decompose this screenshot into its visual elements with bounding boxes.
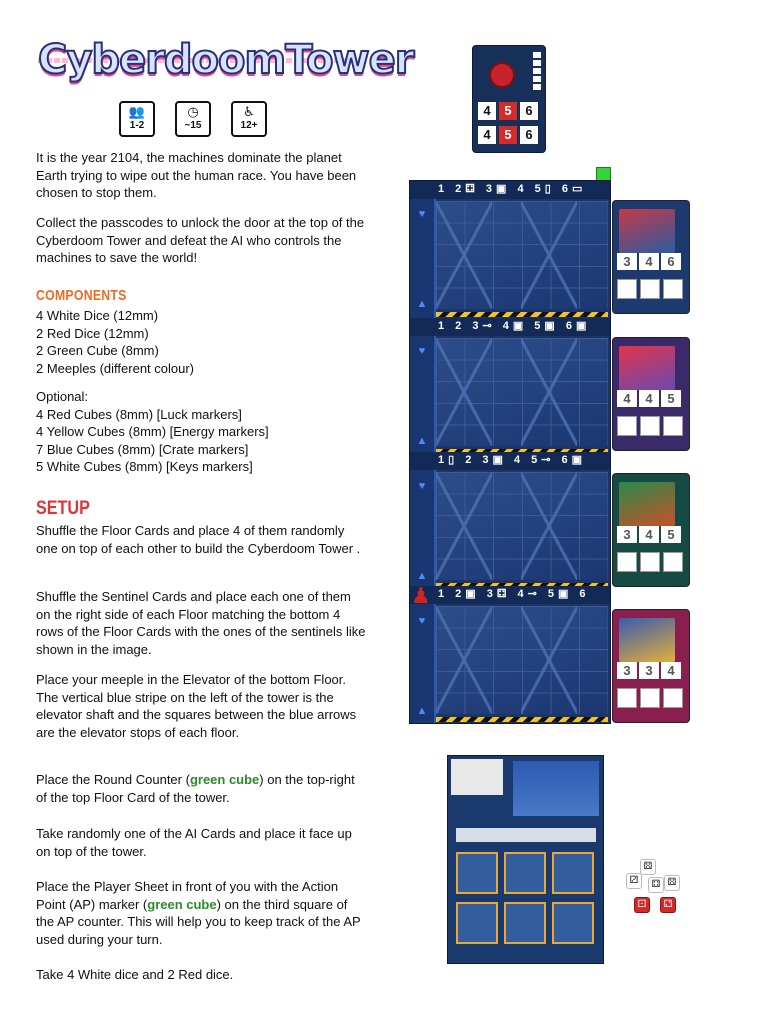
- floor-cross: [436, 472, 492, 580]
- arrow-up-icon: ▲: [416, 435, 428, 447]
- ability-panel: [552, 852, 594, 894]
- optional-label: Optional:: [36, 389, 89, 404]
- floor-card: [410, 318, 610, 452]
- sentinel-boxes: [617, 279, 683, 299]
- players-icon: [119, 101, 155, 137]
- sheet-status-bar: [456, 828, 596, 842]
- sentinel-value: 4: [639, 390, 659, 407]
- sentinel-art: [619, 482, 675, 526]
- ai-card-image: [472, 45, 546, 153]
- floor-header: [410, 318, 610, 336]
- text-span: ) on the top-right of the top Floor Card of the tower.: [36, 772, 355, 805]
- game-logo: [38, 34, 414, 86]
- white-die-icon: ⚂: [626, 873, 642, 889]
- sentinel-box: [640, 552, 660, 572]
- sentinel-art: [619, 209, 675, 253]
- sentinel-box: [663, 416, 683, 436]
- components-heading: COMPONENTS: [36, 287, 127, 304]
- sentinel-values: [617, 526, 681, 543]
- sentinel-card: [612, 200, 690, 314]
- age-label: 12+: [240, 120, 258, 131]
- time-label: ~15: [184, 120, 202, 131]
- sentinel-box: [663, 279, 683, 299]
- player-sheet-image: [447, 755, 604, 964]
- floor-cross: [521, 606, 577, 714]
- sentinel-value: 3: [617, 662, 637, 679]
- arrow-down-icon: ♥: [418, 480, 426, 492]
- floor-numbers: 1▯ 2 3▣ 4 5⊸ 6▣: [438, 454, 587, 466]
- floor-header: [410, 452, 610, 470]
- sentinel-value: 6: [661, 253, 681, 270]
- arrow-up-icon: ▲: [416, 298, 428, 310]
- red-die-icon: ⚀: [634, 897, 650, 913]
- sentinel-value: 4: [661, 662, 681, 679]
- ability-panel: [552, 902, 594, 944]
- players-label: 1-2: [129, 120, 145, 131]
- setup-paragraph-3: Place your meeple in the Elevator of the bottom Floor. The vertical blue stripe on the left of the tower is the elevator shaft and the squares between the blue arrows are the elevator stops of each floor.: [36, 672, 357, 740]
- sentinel-values: [617, 662, 681, 679]
- arrow-up-icon: ▲: [416, 570, 428, 582]
- setup-paragraph-6: [36, 878, 366, 948]
- setup-paragraph-2: Shuffle the Sentinel Cards and place each one of them on the right side of each Floor matching the bottom 4 rows of the Floor Cards with the ones of the sentinels like shown in the image.: [36, 589, 366, 657]
- sentinel-box: [617, 279, 637, 299]
- sentinel-value: 3: [617, 526, 637, 543]
- sentinel-value: 5: [661, 390, 681, 407]
- floor-cross: [436, 606, 492, 714]
- sentinel-boxes: [617, 688, 683, 708]
- sentinel-art: [619, 618, 675, 662]
- floor-cross: [436, 338, 492, 446]
- sentinel-box: [617, 552, 637, 572]
- arrow-down-icon: ♥: [418, 615, 426, 627]
- sentinel-box: [640, 416, 660, 436]
- ai-value: 5: [499, 102, 517, 120]
- green-cube-text: green cube: [189, 772, 260, 787]
- components-list: [36, 307, 366, 377]
- ability-panel: [504, 902, 546, 944]
- ai-value: 6: [520, 126, 538, 144]
- sentinel-box: [640, 279, 660, 299]
- sentinel-box: [640, 688, 660, 708]
- ai-values-row: [478, 102, 538, 120]
- ability-panel: [456, 902, 498, 944]
- sentinel-card: [612, 609, 690, 723]
- arrow-down-icon: ♥: [418, 345, 426, 357]
- component-item: 2 Green Cube (8mm): [36, 343, 159, 358]
- white-die-icon: ⚄: [664, 875, 680, 891]
- sentinel-value: 3: [639, 662, 659, 679]
- ability-panel: [504, 852, 546, 894]
- sentinel-value: 3: [617, 253, 637, 270]
- ai-values-row: [478, 126, 538, 144]
- meeple-icon: ♟: [411, 584, 431, 609]
- floor-cross: [436, 201, 492, 309]
- sentinel-card: [612, 473, 690, 587]
- players-glyph: 👥: [128, 105, 146, 120]
- clock-icon: [175, 101, 211, 137]
- floor-numbers: 1 2▣ 3⚃ 4⊸ 5▣ 6: [438, 588, 590, 600]
- setup-paragraph-1: Shuffle the Floor Cards and place 4 of them randomly one on top of each other to build the Cyberdoom Tower .: [36, 523, 361, 556]
- tower-image: [409, 180, 611, 724]
- floor-numbers: 1 2⚃ 3▣ 4 5▯ 6▭: [438, 183, 587, 195]
- sentinel-box: [663, 688, 683, 708]
- ap-counter: [451, 759, 503, 795]
- optional-item: 5 White Cubes (8mm) [Keys markers]: [36, 459, 253, 474]
- setup-paragraph-7: Take 4 White dice and 2 Red dice.: [36, 967, 234, 982]
- ai-eye-icon: [489, 62, 515, 88]
- floor-header: [410, 586, 610, 604]
- optional-item: 4 Yellow Cubes (8mm) [Energy markers]: [36, 424, 269, 439]
- ai-value: 6: [520, 102, 538, 120]
- intro-paragraph-2: Collect the passcodes to unlock the door at the top of the Cyberdoom Tower and defeat the AI who controls the machines to save the world!: [36, 215, 365, 265]
- text-span: Place the Round Counter (: [36, 772, 190, 787]
- hazard-stripe: [436, 717, 608, 722]
- sentinel-value: 5: [661, 526, 681, 543]
- arrow-down-icon: ♥: [418, 208, 426, 220]
- optional-components: [36, 388, 366, 476]
- sentinel-value: 4: [639, 253, 659, 270]
- game-info-icons: [119, 101, 267, 137]
- intro-paragraph-1: It is the year 2104, the machines dominate the planet Earth trying to wipe out the human race. You have been chosen to stop them.: [36, 150, 357, 200]
- floor-cross: [521, 201, 577, 309]
- red-die-icon: ⚁: [660, 897, 676, 913]
- green-cube-text: green cube: [147, 896, 217, 912]
- component-item: 2 Meeples (different colour): [36, 360, 195, 376]
- ai-value: 5: [499, 126, 517, 144]
- sentinel-box: [663, 552, 683, 572]
- floor-card: [410, 586, 610, 720]
- sentinel-values: [617, 253, 681, 270]
- game-title: CyberdoomTower: [38, 37, 414, 83]
- setup-paragraph-5: Take randomly one of the AI Cards and place it face up on top of the tower.: [36, 826, 352, 859]
- sentinel-boxes: [617, 552, 683, 572]
- floor-card: [410, 181, 610, 315]
- floor-card: [410, 452, 610, 586]
- sentinel-art: [619, 346, 675, 390]
- setup-paragraph-4: [36, 771, 366, 806]
- component-item: 2 Red Dice (12mm): [36, 325, 149, 341]
- optional-item: 7 Blue Cubes (8mm) [Crate markers]: [36, 441, 249, 457]
- hero-art: [513, 761, 599, 816]
- text-span: ) on the third square of the AP counter. This will help you to keep track of the AP used during your turn.: [36, 896, 361, 947]
- ability-panel: [456, 852, 498, 894]
- white-die-icon: ⚄: [640, 859, 656, 875]
- sentinel-values: [617, 390, 681, 407]
- floor-numbers: 1 2 3⊸ 4▣ 5▣ 6▣: [438, 320, 591, 332]
- ai-value: 4: [478, 126, 496, 144]
- floor-cross: [521, 472, 577, 580]
- sentinel-value: 4: [617, 390, 637, 407]
- ai-value: 4: [478, 102, 496, 120]
- arrow-up-icon: ▲: [416, 705, 428, 717]
- hazard-stripe: [436, 312, 608, 317]
- age-glyph: ♿: [243, 105, 255, 120]
- clock-glyph: ◷: [187, 105, 199, 120]
- sentinel-boxes: [617, 416, 683, 436]
- optional-item: 4 Red Cubes (8mm) [Luck markers]: [36, 406, 242, 422]
- text-span: Place the Player Sheet in front of you with the Action Point (AP) marker (: [36, 879, 339, 912]
- floor-header: [410, 181, 610, 199]
- sentinel-box: [617, 416, 637, 436]
- setup-heading: SETUP: [36, 498, 90, 519]
- sentinel-card: [612, 337, 690, 451]
- dice-image: [622, 855, 682, 915]
- ai-track: [533, 52, 541, 92]
- component-item: 4 White Dice (12mm): [36, 308, 159, 323]
- floor-cross: [521, 338, 577, 446]
- age-icon: [231, 101, 267, 137]
- white-die-icon: ⚃: [648, 877, 664, 893]
- sentinel-box: [617, 688, 637, 708]
- sentinel-value: 4: [639, 526, 659, 543]
